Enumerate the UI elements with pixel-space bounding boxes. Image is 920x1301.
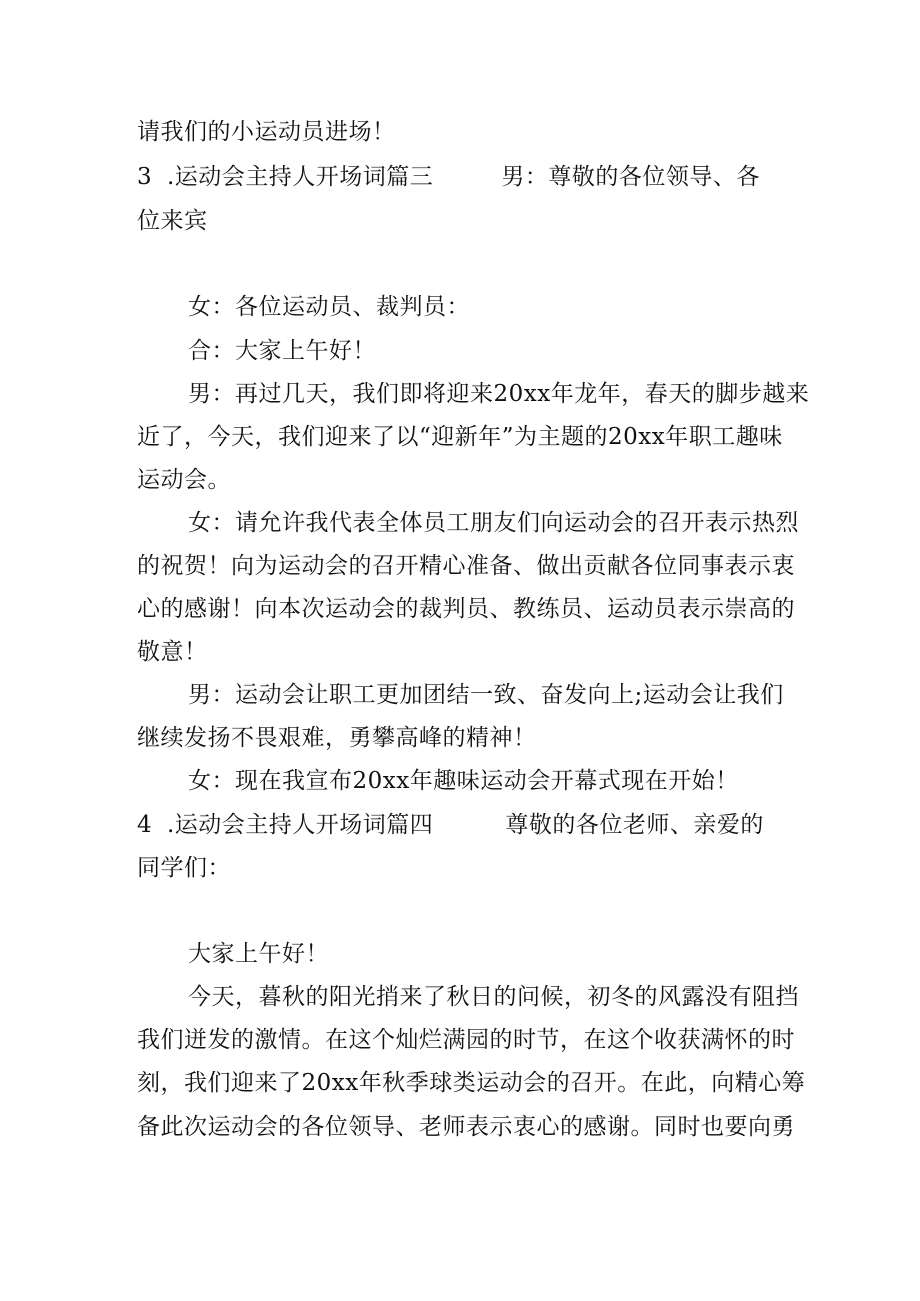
section-text: 男：尊敬的各位领导、各 <box>501 164 760 190</box>
text-line: 的祝贺！向为运动会的召开精心准备、做出贡献各位同事表示衷 <box>137 553 795 579</box>
text-line: 近了，今天，我们迎来了以“迎新年”为主题的20xx年职工趣味 <box>137 424 783 450</box>
section-title: .运动会主持人开场词篇三 <box>167 164 434 190</box>
text-line: 男：再过几天，我们即将迎来20xx年龙年，春天的脚步越来 <box>188 381 810 407</box>
text-line: 男：运动会让职工更加团结一致、奋发向上;运动会让我们 <box>188 682 784 708</box>
text-line: 合：大家上午好！ <box>188 338 376 364</box>
section-3-heading <box>137 161 760 193</box>
text-line: 继续发扬不畏艰难，勇攀高峰的精神！ <box>137 725 537 751</box>
text-line: 请我们的小运动员进场！ <box>137 119 396 145</box>
text-line: 我们迸发的激情。在这个灿烂满园的时节，在这个收获满怀的时 <box>137 1027 795 1053</box>
text-line: 大家上午好！ <box>188 941 329 967</box>
section-number: 3 <box>137 164 153 190</box>
text-line: 女：各位运动员、裁判员： <box>188 294 470 320</box>
text-line: 心的感谢！向本次运动会的裁判员、教练员、运动员表示崇高的 <box>137 596 795 622</box>
section-4-heading <box>137 809 764 841</box>
text-line: 同学们： <box>137 855 231 881</box>
section-text: 尊敬的各位老师、亲爱的 <box>505 812 764 838</box>
text-line: 备此次运动会的各位领导、老师表示衷心的感谢。同时也要向勇 <box>137 1114 795 1140</box>
section-title: .运动会主持人开场词篇四 <box>167 812 434 838</box>
section-number: 4 <box>137 812 153 838</box>
text-line: 位来宾 <box>137 208 208 234</box>
text-line: 敬意！ <box>137 639 208 665</box>
text-line: 今天，暮秋的阳光捎来了秋日的问候，初冬的风露没有阻挡 <box>188 984 799 1010</box>
text-line: 运动会。 <box>137 467 231 493</box>
text-line: 女：现在我宣布20xx年趣味运动会开幕式现在开始！ <box>188 768 739 794</box>
text-line: 女：请允许我代表全体员工朋友们向运动会的召开表示热烈 <box>188 510 799 536</box>
text-line: 刻，我们迎来了20xx年秋季球类运动会的召开。在此，向精心筹 <box>137 1070 806 1096</box>
